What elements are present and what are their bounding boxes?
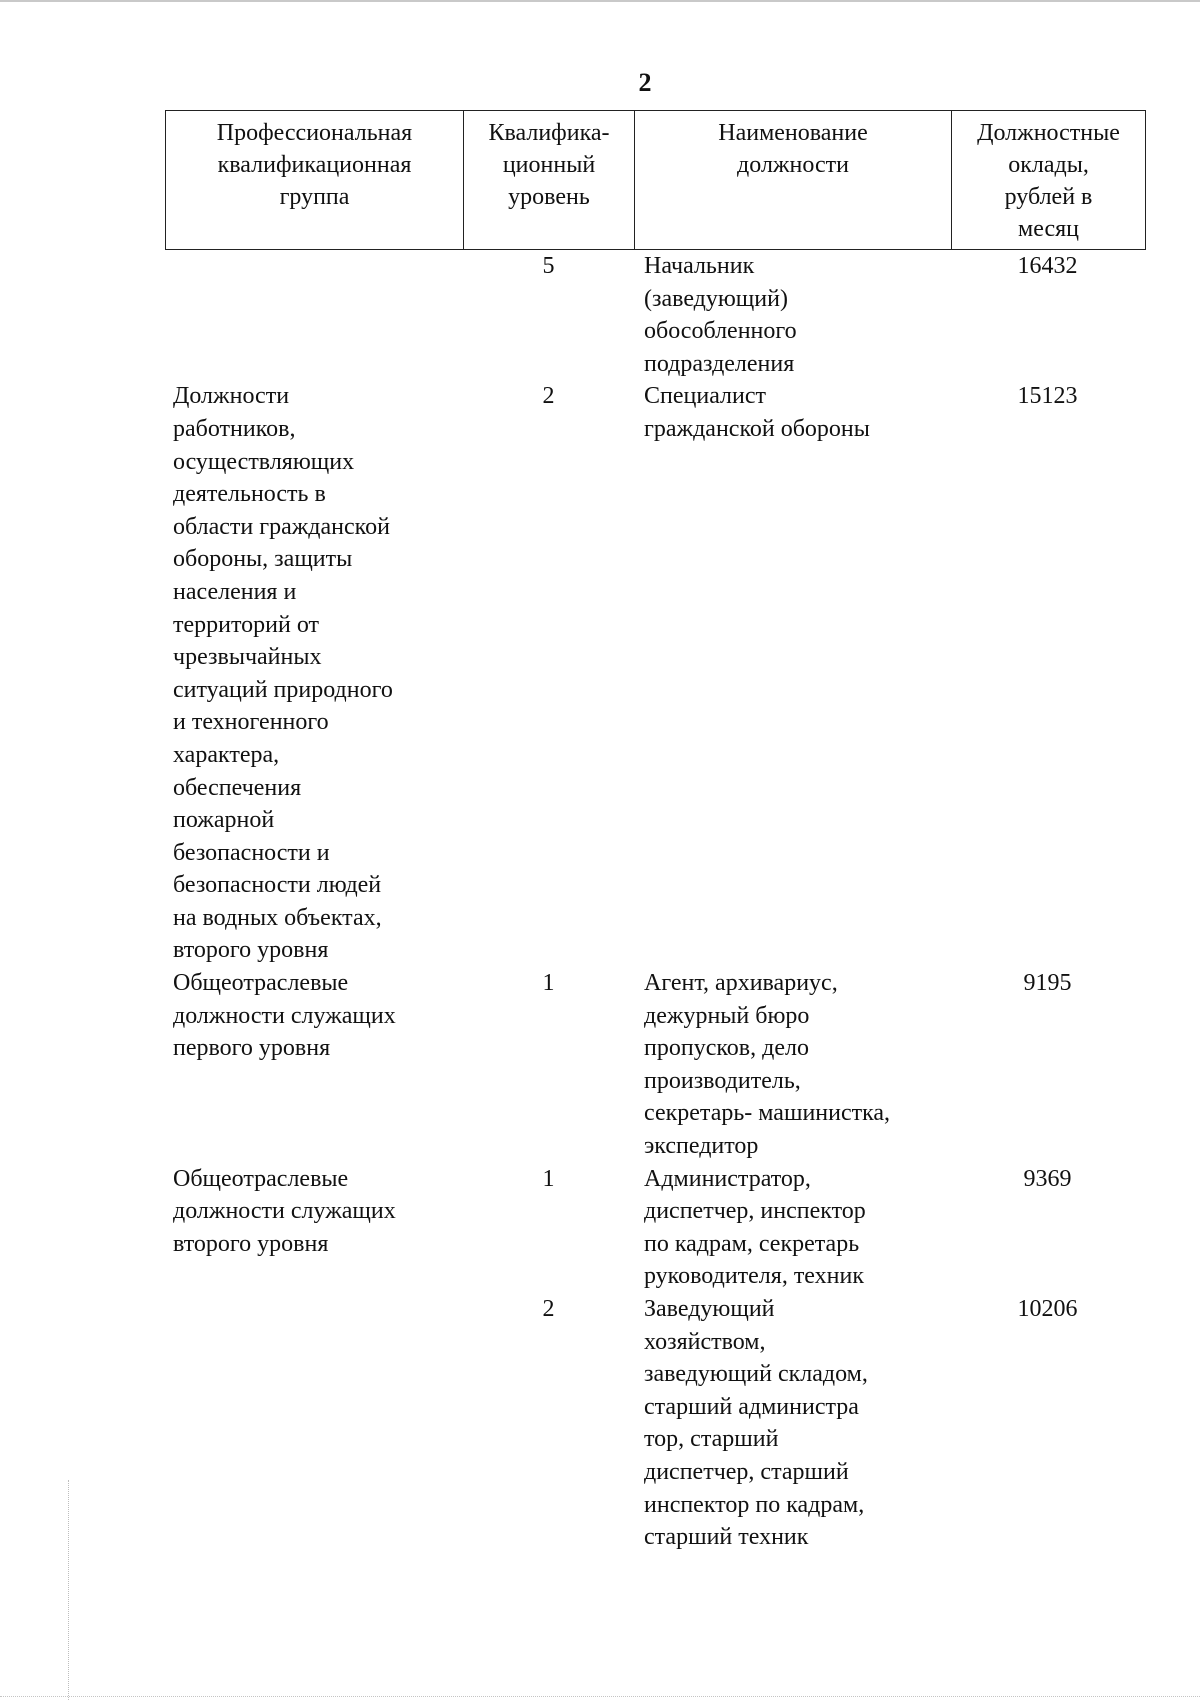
header-qualification-level: Квалифика- ционный уровень <box>464 111 635 249</box>
cell-salary: 16432 <box>1017 253 1078 279</box>
scan-margin-artifact <box>68 1480 71 1700</box>
table-row <box>165 380 1146 967</box>
header-professional-group: Профессиональная квалификационная группа <box>166 111 464 249</box>
cell-level: 1 <box>542 1165 555 1192</box>
cell-salary: 9195 <box>1023 970 1072 997</box>
cell-position: Агент, архивариус, дежурный бюро пропусков, дело производитель, секретарь- машинистка, экспедитор <box>644 970 891 1160</box>
scan-bottom-edge <box>0 1696 1200 1698</box>
cell-group <box>165 1293 463 1554</box>
table-row <box>165 1293 1146 1554</box>
cell-position: Специалист гражданской обороны <box>644 383 870 442</box>
cell-group: Должности работников, осуществляющих деятельность в области гражданской обороны, защиты населения и территорий от чрезвычайных ситуаций природного и техногенного характера, обеспечения пожарной безопасности и безопасности людей на водных объектах, второго уровня <box>173 383 393 964</box>
cell-position: Заведующий хозяйством, заведующий складом, старший администра тор, старший диспетчер, старший инспектор по кадрам, старший техник <box>644 1296 868 1551</box>
cell-group: Общеотраслевые должности служащих второго уровня <box>173 1165 396 1257</box>
cell-level: 1 <box>542 970 555 997</box>
scan-top-edge <box>0 0 1200 2</box>
cell-group: Общеотраслевые должности служащих первого уровня <box>173 970 396 1062</box>
header-salary: Должностные оклады, рублей в месяц <box>977 120 1120 242</box>
table-row <box>165 250 1146 380</box>
cell-group <box>165 250 463 380</box>
cell-position: Начальник (заведующий) обособленного подразделения <box>644 253 797 377</box>
page-number: 2 <box>638 68 652 97</box>
table-row <box>165 967 1146 1163</box>
cell-salary: 15123 <box>1017 383 1078 410</box>
cell-salary: 9369 <box>1023 1165 1072 1192</box>
cell-salary: 10206 <box>1017 1296 1078 1322</box>
table-row <box>165 1163 1146 1293</box>
cell-level: 2 <box>542 1296 555 1322</box>
cell-position: Администратор, диспетчер, инспектор по кадрам, секретарь руководителя, техник <box>644 1165 866 1290</box>
table-body <box>165 250 1146 1554</box>
cell-level: 2 <box>542 383 555 410</box>
cell-level: 5 <box>542 253 555 279</box>
table-header <box>165 110 1146 250</box>
header-position-name: Наименование должности <box>635 111 952 249</box>
